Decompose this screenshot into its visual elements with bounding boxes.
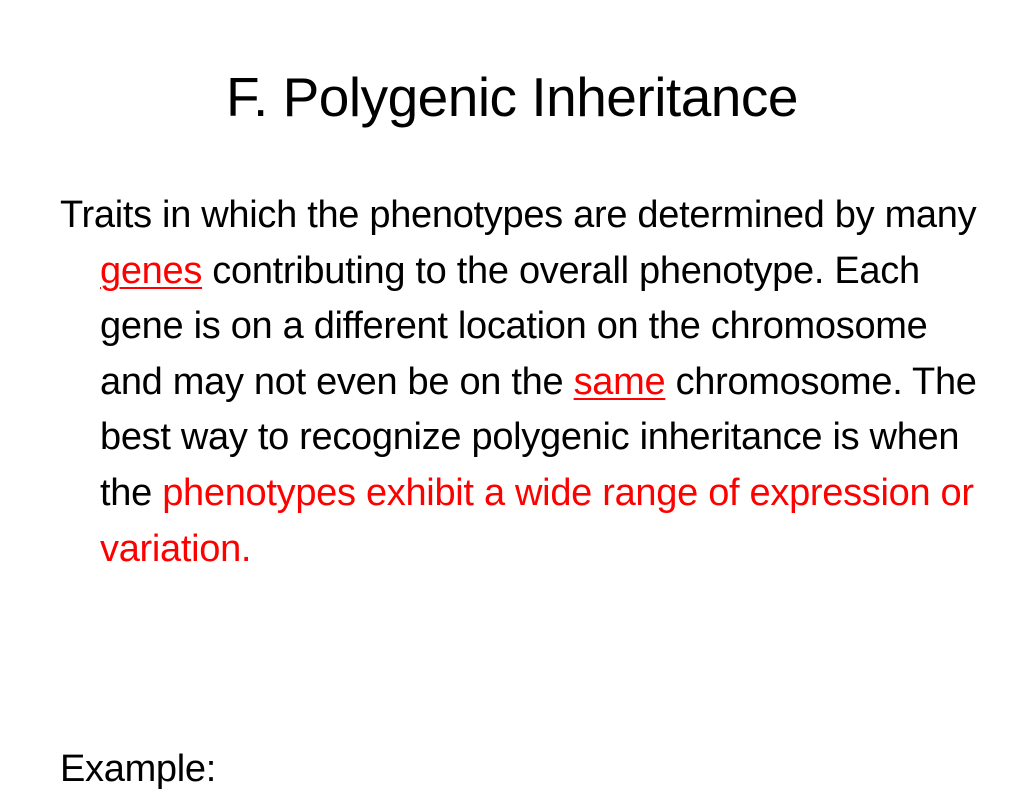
keyword-genes: genes xyxy=(100,249,203,292)
body-paragraph xyxy=(60,188,1000,577)
slide-title: F. Polygenic Inheritance xyxy=(226,66,798,128)
emphasis-text: phenotypes exhibit a wide range of expression or variation. xyxy=(100,471,974,570)
paragraph-text-2: contributing to the overall phenotype. Each gene is on a different location on the chromosome and may not even be on the xyxy=(100,249,928,403)
next-item-heading: Example: xyxy=(60,748,217,790)
paragraph-text-1: Traits in which the phenotypes are determined by many xyxy=(60,194,977,236)
keyword-same: same xyxy=(573,360,666,403)
paragraph-text-3: chromosome. The best way to recognize polygenic inheritance is when the xyxy=(100,360,977,514)
